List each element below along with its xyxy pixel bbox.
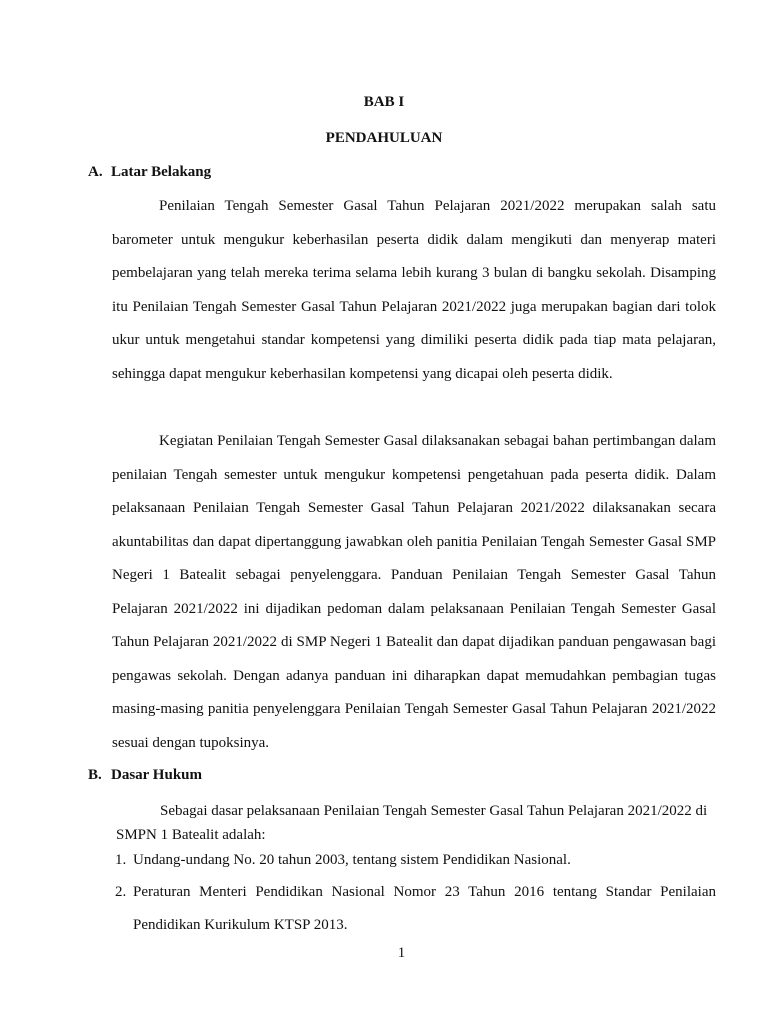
- section-letter: B.: [88, 767, 102, 783]
- section-title: Latar Belakang: [111, 164, 212, 180]
- page-number: 1: [397, 945, 406, 961]
- chapter-number: BAB I: [363, 94, 405, 110]
- list-item-number: 2.: [115, 884, 127, 900]
- paragraph-latar-belakang-2: Kegiatan Penilaian Tengah Semester Gasal dilaksanakan sebagai bahan pertimbangan dalam penilaian Tengah semester untuk mengukur kompetensi pengetahuan pada peserta didik. Dalam pelaksanaan Penilaian Tengah Semester Gasal Tahun Pelajaran 2021/2022 dilaksanakan secara akuntabilitas dan dapat dipertanggung jawabkan oleh panitia Penilaian Tengah Semester Gasal SMP Negeri 1 Batealit sebagai penyelenggara. Panduan Penilaian Tengah Semester Gasal Tahun Pelajaran 2021/2022 ini dijadikan pedoman dalam pelaksanaan Penilaian Tengah Semester Gasal Tahun Pelajaran 2021/2022 di SMP Negeri 1 Batealit dan dapat dijadikan panduan pengawasan bagi pengawas sekolah. Dengan adanya panduan ini diharapkan dapat memudahkan pembagian tugas masing-masing panitia penyelenggara Penilaian Tengah Semester Gasal Tahun Pelajaran 2021/2022 sesuai dengan tupoksinya.: [112, 433, 716, 751]
- paragraph-latar-belakang-1: Penilaian Tengah Semester Gasal Tahun Pelajaran 2021/2022 merupakan salah satu barometer untuk mengukur keberhasilan peserta didik dalam mengikuti dan menyerap materi pembelajaran yang telah mereka terima selama lebih kurang 3 bulan di bangku sekolah. Disamping itu Penilaian Tengah Semester Gasal Tahun Pelajaran 2021/2022 juga merupakan bagian dari tolok ukur untuk mengetahui standar kompetensi yang dimiliki peserta didik pada tiap mata pelajaran, sehingga dapat mengukur keberhasilan kompetensi yang dicapai oleh peserta didik.: [112, 198, 716, 382]
- section-heading-dasar-hukum: [88, 767, 202, 784]
- section-letter: A.: [88, 164, 103, 180]
- list-item: [112, 876, 716, 942]
- list-item: [112, 847, 716, 873]
- list-item-text: Undang-undang No. 20 tahun 2003, tentang sistem Pendidikan Nasional.: [133, 852, 571, 868]
- paragraph-dasar-hukum-intro: Sebagai dasar pelaksanaan Penilaian Tengah Semester Gasal Tahun Pelajaran 2021/2022 di SMPN 1 Batealit adalah:: [116, 803, 708, 843]
- section-title: Dasar Hukum: [111, 767, 202, 783]
- list-item-text: Peraturan Menteri Pendidikan Nasional Nomor 23 Tahun 2016 tentang Standar Penilaian Pendidikan Kurikulum KTSP 2013.: [133, 884, 716, 933]
- legal-basis-list: [112, 847, 716, 942]
- chapter-title: PENDAHULUAN: [325, 130, 443, 146]
- list-item-number: 1.: [115, 852, 127, 868]
- section-heading-latar-belakang: [88, 164, 211, 181]
